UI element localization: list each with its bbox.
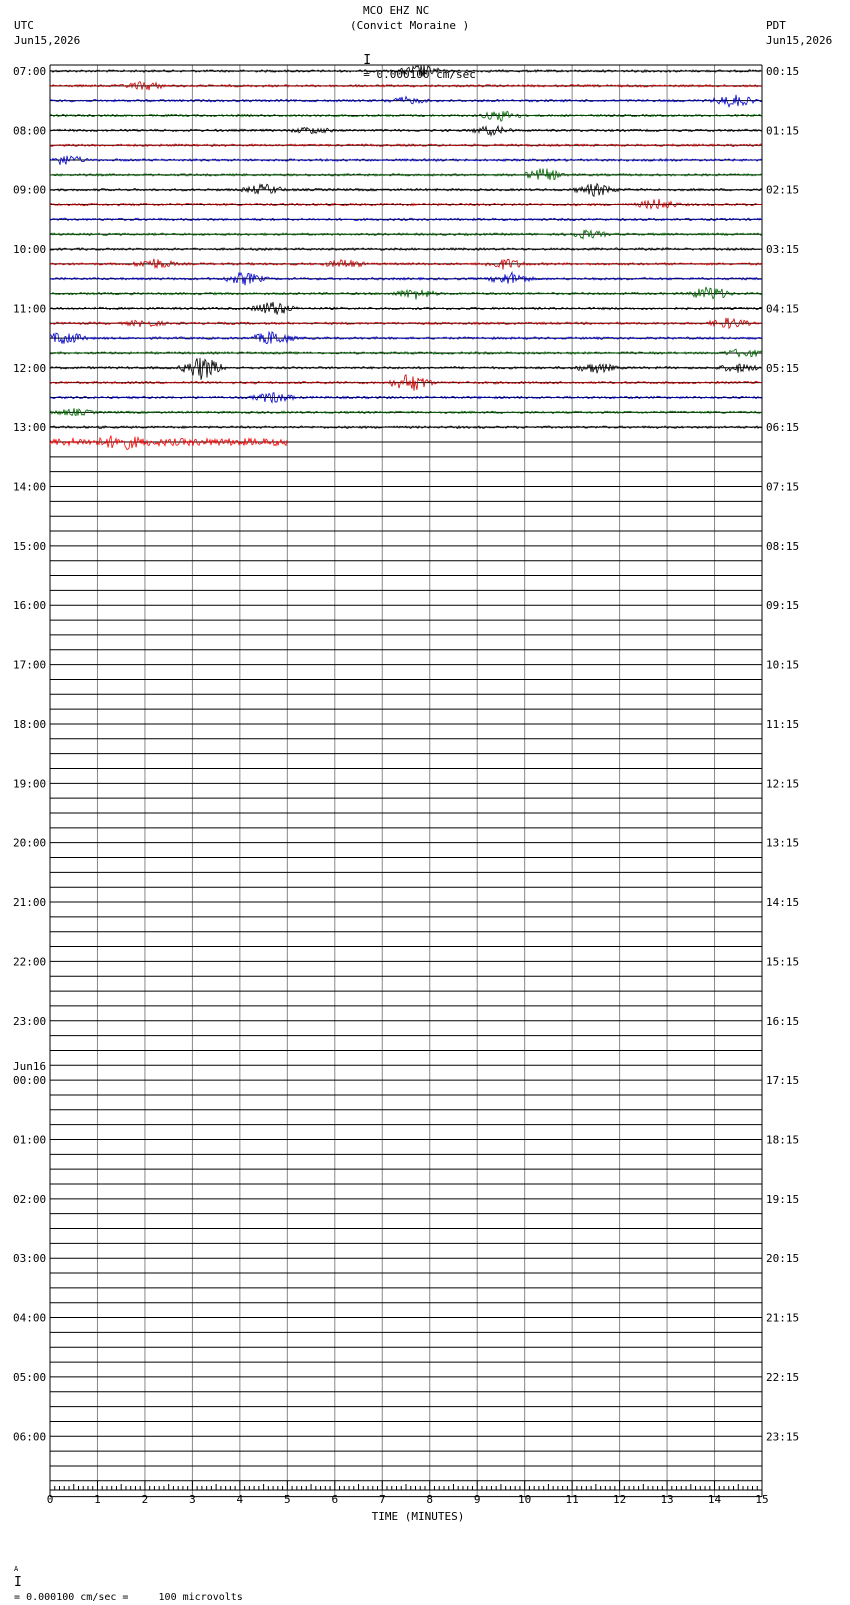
x-tick-label: 5	[284, 1493, 291, 1506]
utc-hour-label: 21:00	[13, 896, 47, 910]
pdt-time-label: 06:15	[766, 421, 800, 435]
left-timezone: UTC	[14, 19, 34, 32]
pdt-time-label: 11:15	[766, 717, 800, 731]
pdt-time-label: 21:15	[766, 1311, 800, 1325]
scale-value: = 0.000100 cm/sec	[363, 68, 476, 81]
x-tick-label: 0	[46, 1493, 54, 1506]
utc-hour-label: 12:00	[13, 361, 47, 375]
utc-hour-label: 10:00	[13, 243, 47, 257]
scale-bar-icon: I	[363, 53, 372, 68]
seismic-trace	[50, 184, 762, 197]
utc-hour-label: 07:00	[13, 65, 47, 78]
seismic-trace	[50, 156, 762, 165]
pdt-time-label: 15:15	[766, 955, 800, 969]
utc-hour-label: 09:00	[13, 183, 47, 197]
x-tick-label: 7	[378, 1493, 386, 1506]
utc-hour-label: 04:00	[13, 1311, 47, 1325]
footer-scale-bar-icon: I	[14, 1575, 22, 1590]
seismic-trace	[50, 349, 762, 357]
pdt-time-label: 18:15	[766, 1133, 800, 1147]
utc-hour-label: 01:00	[13, 1133, 47, 1147]
footer-scale	[2, 1548, 243, 1605]
x-axis	[47, 1481, 769, 1506]
pdt-time-label: 23:15	[766, 1430, 800, 1444]
utc-hour-label: 00:00	[13, 1074, 47, 1088]
x-tick-label: 10	[518, 1493, 532, 1506]
footer-scale-value: = 0.000100 cm/sec = 100 microvolts	[14, 1592, 243, 1603]
utc-hour-label: 05:00	[13, 1370, 47, 1384]
x-tick-label: 9	[473, 1493, 481, 1506]
seismic-trace	[50, 111, 762, 121]
x-tick-label: 12	[612, 1493, 627, 1506]
utc-hour-label: 23:00	[13, 1014, 47, 1028]
pdt-time-label: 05:15	[766, 361, 800, 375]
utc-hour-label: 17:00	[13, 658, 47, 672]
pdt-time-label: 00:15	[766, 65, 800, 78]
utc-hour-label: 16:00	[13, 599, 47, 613]
pdt-time-label: 03:15	[766, 243, 800, 257]
site-name: (Convict Moraine )	[350, 19, 470, 32]
seismic-trace	[50, 408, 762, 415]
footer-marker: A	[14, 1565, 19, 1573]
pdt-time-label: 08:15	[766, 539, 800, 553]
pdt-time-label: 13:15	[766, 836, 800, 850]
pdt-time-label: 01:15	[766, 124, 800, 138]
right-date: Jun15,2026	[766, 34, 833, 47]
utc-hour-label: 15:00	[13, 539, 47, 553]
x-tick-label: 6	[331, 1493, 339, 1506]
pdt-time-label: 22:15	[766, 1370, 800, 1384]
pdt-time-label: 16:15	[766, 1014, 800, 1028]
utc-hour-label: 13:00	[13, 421, 47, 435]
x-axis-title: TIME (MINUTES)	[371, 1510, 465, 1523]
seismic-trace	[50, 230, 762, 239]
seismic-trace	[50, 169, 762, 181]
utc-hour-label: 08:00	[13, 124, 47, 138]
left-date: Jun15,2026	[14, 34, 81, 47]
utc-hour-label: 22:00	[13, 955, 47, 969]
pdt-time-label: 10:15	[766, 658, 800, 672]
right-timezone: PDT	[766, 19, 786, 32]
utc-hour-label: 11:00	[13, 302, 47, 316]
x-tick-label: 2	[141, 1493, 149, 1506]
x-tick-label: 3	[189, 1493, 196, 1506]
pdt-time-label: 07:15	[766, 480, 800, 494]
utc-hour-label: 14:00	[13, 480, 47, 494]
station-title: MCO EHZ NC	[363, 4, 430, 17]
x-tick-label: 13	[660, 1493, 674, 1506]
x-tick-label: 4	[236, 1493, 244, 1506]
seismic-trace	[50, 199, 762, 209]
utc-hour-label: 18:00	[13, 717, 47, 731]
x-tick-label: 15	[755, 1493, 769, 1506]
pdt-time-label: 19:15	[766, 1192, 800, 1206]
seismic-trace	[50, 393, 762, 403]
pdt-time-label: 09:15	[766, 599, 800, 613]
utc-hour-label: 20:00	[13, 836, 47, 850]
trace-group	[50, 65, 762, 449]
pdt-time-label: 14:15	[766, 896, 800, 910]
x-tick-label: 14	[707, 1493, 722, 1506]
pdt-time-label: 04:15	[766, 302, 800, 316]
x-tick-label: 1	[94, 1493, 101, 1506]
pdt-time-label: 17:15	[766, 1074, 800, 1088]
utc-hour-label: 03:00	[13, 1252, 47, 1266]
x-tick-label: 8	[426, 1493, 434, 1506]
x-tick-label: 11	[565, 1493, 579, 1506]
utc-hour-label: 06:00	[13, 1430, 47, 1444]
utc-hour-label: 02:00	[13, 1192, 47, 1206]
pdt-time-label: 12:15	[766, 777, 800, 791]
pdt-time-label: 20:15	[766, 1252, 800, 1266]
pdt-time-label: 02:15	[766, 183, 800, 197]
utc-hour-label: 19:00	[13, 777, 47, 791]
utc-date-label: Jun16	[13, 1060, 47, 1074]
